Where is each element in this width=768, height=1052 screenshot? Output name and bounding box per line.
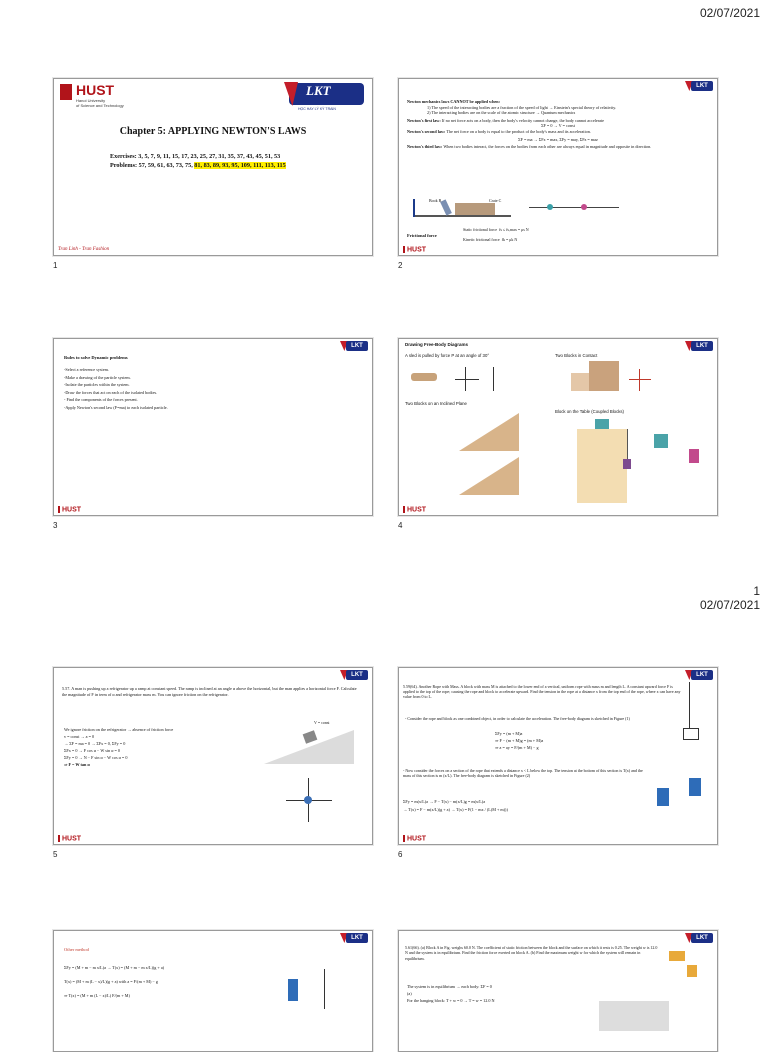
lkt-logo-text: LKT <box>306 83 331 98</box>
table-surface <box>415 215 511 217</box>
hust-footer: HUST <box>403 835 426 842</box>
hust-footer: HUST <box>403 246 426 253</box>
incline-icon <box>459 457 519 495</box>
slide-3[interactable] <box>53 338 373 516</box>
crate-label: Crate C <box>489 198 502 203</box>
first-law-equation: ΣF = 0 → V = const <box>541 123 575 129</box>
slide-6[interactable] <box>398 667 718 845</box>
fbd-block-icon <box>654 434 668 448</box>
solution-line: We ignore friction on the refrigerator → absence of friction force <box>64 727 174 732</box>
slide-title: Chapter 5: APPLYING NEWTON'S LAWS <box>119 126 307 137</box>
solution-result: ⇒ F = W tan α <box>64 762 90 767</box>
second-law-equation: ΣF = ma → ΣFx = max, ΣFy = may, ΣFz = maz <box>518 136 598 142</box>
slide-8[interactable] <box>398 930 718 1052</box>
axis-icon <box>324 969 325 1009</box>
third-law-label: Newton's third law: <box>407 144 443 150</box>
lkt-logo: LKT <box>346 341 368 351</box>
equation: → T(x) = F − m(x/L)(g + a) → T(x) = F(1 − mx / (L(M + m))) <box>403 807 508 812</box>
rope-icon <box>627 429 628 459</box>
method-equations <box>64 961 294 1003</box>
velocity-label: V = const <box>314 720 330 725</box>
static-equation: fs ≤ fs,max = μs N <box>498 227 529 232</box>
problem-statement: 5.61(66). (a) Block A in Fig. weighs 60.0 N. The coefficient of static friction between the block and the surface on which it rests is 0.25. The weight w is 12.0 N and the system is in equilibrium. Find the friction force exerted on block A. (b) Find the maximum weight w for which the system will remain in equilibrium. <box>405 945 658 961</box>
slide-4[interactable] <box>398 338 718 516</box>
hust-logo-text: HUST <box>76 82 115 98</box>
problems-label: Problems: <box>110 162 138 169</box>
equation: ⇒ a = ay = F/(m + M) − g <box>495 745 539 750</box>
exercises-line <box>110 153 280 160</box>
lkt-logo: LKT <box>691 81 713 91</box>
slide-1[interactable] <box>53 78 373 256</box>
kinetic-equation: fk = μk N <box>501 237 518 242</box>
solution <box>407 983 607 1004</box>
force-arrow-icon <box>455 379 479 380</box>
slide-5[interactable] <box>53 667 373 845</box>
solution <box>64 726 264 768</box>
solution-line: ΣFy = 0 → N − F sin α − W cos α = 0 <box>64 755 128 760</box>
block-a-icon <box>669 951 685 961</box>
method-heading: Other method <box>64 947 89 952</box>
slide-number-2: 2 <box>398 261 403 270</box>
second-law-text: The net force on a body is equal to the product of the body's mass and its acceleration. <box>446 128 591 134</box>
particle-c-icon <box>581 204 587 210</box>
static-friction <box>463 227 529 232</box>
book-icon <box>440 199 452 215</box>
sled-icon <box>411 373 437 381</box>
equation: ⇒ F − (m + M)g = (m + M)a <box>495 738 544 743</box>
slide-number-5: 5 <box>53 850 58 859</box>
hust-footer: HUST <box>58 835 81 842</box>
weight-icon <box>687 965 697 977</box>
solution-line: → ΣF = ma = 0 → ΣFx = 0, ΣFy = 0 <box>64 741 126 746</box>
diagrams-title: Drawing Free-Body Diagrams <box>405 342 469 347</box>
hanging-block-icon <box>623 459 631 469</box>
body-point-icon <box>304 796 312 804</box>
solution-step-2: - Now consider the forces on a section of the rope that extends a distance x < L below the top. The tension at the bottom of this section is T(x) and the mass of this section is m (x/L). The free-body diagram is sketched in Figure (2) <box>403 768 643 779</box>
crate-icon <box>455 203 495 215</box>
slide-7[interactable] <box>53 930 373 1052</box>
university-name-1: Hanoi University <box>76 98 106 103</box>
equation: ΣFy = m(x/L)a → F − T(x) − m(x/L)g = m(x/L)a <box>403 799 486 804</box>
book-label: Book B <box>429 198 442 203</box>
equation: ⇒ T(x) = (M + m (L − x)/L) F/(m + M) <box>64 993 130 998</box>
problems-line <box>110 162 286 169</box>
section-incline: Two Blocks on an Inclined Plane <box>405 401 467 406</box>
exercises-list: 3, 5, 7, 9, 11, 15, 17, 23, 25, 27, 31, 35, 37, 43, 45, 51, 53 <box>138 153 281 160</box>
hust-footer: HUST <box>403 506 426 513</box>
rules-heading: Rules to solve Dynamic problems <box>64 355 128 360</box>
problem-statement: 5.57. A man is pushing up a refrigerator up a ramp at constant speed. The ramp is inclined at an angle α above the horizontal, but the man applies a horizontal force F. Calculate the magnitude of F in term of α and refrigerator mass m. You can ignore friction on the refrigerator. <box>62 686 357 697</box>
equation: ΣFy = (m + M)a <box>495 731 523 736</box>
page-date-second: 02/07/2021 <box>699 598 760 612</box>
refrigerator-icon <box>303 730 318 744</box>
force-arrow-icon <box>639 369 640 391</box>
exercises-label: Exercises: <box>110 153 137 160</box>
page-number: 1 <box>753 584 760 598</box>
equation: ΣFy = (M + m − m x/L)a → T(x) = (M + m − m x/L)(g + a) <box>64 965 165 970</box>
table-icon <box>577 429 627 503</box>
lkt-logo: LKT <box>691 670 713 680</box>
lkt-logo: LKT <box>346 670 368 680</box>
slide-2[interactable] <box>398 78 718 256</box>
force-arrow-icon <box>629 379 651 380</box>
first-law-label: Newton's first law: <box>407 117 441 123</box>
rule-item: -Apply Newton's second law (F=ma) to each isolated particle. <box>64 404 168 410</box>
hust-footer: HUST <box>58 506 81 513</box>
kinetic-label: Kinetic frictional force <box>463 237 500 242</box>
lkt-logo: LKT <box>346 933 368 943</box>
rule-item: -Make a drawing of the particle system. <box>64 374 131 380</box>
force-arrow-icon <box>493 367 494 391</box>
block-large-icon <box>589 361 619 391</box>
hust-logo-icon <box>60 84 72 100</box>
section-sled: A sled is pulled by force P at an angle of 30° <box>405 353 490 358</box>
force-axis <box>529 207 619 208</box>
solution-line: The system is in equilibrium → each body: ΣF = 0 <box>407 984 492 989</box>
rule-item: -Draw the forces that act on each of the isolated bodies. <box>64 389 158 395</box>
solution-line: For the hanging block: T + w = 0 → T = w = 12.0 N <box>407 998 495 1003</box>
particle-b-icon <box>547 204 553 210</box>
rule-item: - Find the components of the forces present. <box>64 397 138 402</box>
equation: T(x) = (M + m (L − x)/L)(g + a) with a = F/(m + M) − g <box>64 979 158 984</box>
lkt-logo: LKT <box>691 341 713 351</box>
condition-2: 2) The interacting bodies are on the scale of the atomic structure → Quantum mechanics <box>427 110 576 116</box>
rule-item: -Isolate the particles within the system. <box>64 382 130 387</box>
slide-2-body <box>407 99 709 150</box>
equations-2 <box>403 798 643 814</box>
signature: Tran Linh - Tran Fashion <box>58 247 110 252</box>
condition-1: 1) The speed of the interacting bodies are a fraction of the speed of light → Einstein's special theory of relativity. <box>427 104 617 110</box>
solution-step-1: - Consider the rope and block as one combined object, in order to calculate the acceleration. The free-body diagram is sketched in Figure (1) <box>405 716 630 721</box>
slide-number-4: 4 <box>398 521 403 530</box>
third-law-text: When two bodies interact, the forces on the bodies from each other are always equal in magnitude and opposite in direction. <box>443 144 652 150</box>
section-contact: Two Blocks in Contact <box>555 353 598 358</box>
intro: Newton mechanics laws CANNOT be applied when: <box>407 99 500 104</box>
solution-line: (a) <box>407 991 412 996</box>
fbd-block-icon <box>288 979 298 1001</box>
slide-number-3: 3 <box>53 521 58 530</box>
slide-number-1: 1 <box>53 261 58 270</box>
fbd-block-icon <box>657 788 669 806</box>
lkt-logo: LKT <box>691 933 713 943</box>
rule-item: -Select a reference system. <box>64 367 109 372</box>
problem-statement: 5.59(64). Another Rope with Mass. A block with mass M is attached to the lower end of a vertical, uniform rope with mass m and length L. A constant upward force F is applied to the top of the rope; causing the rope and block to accelerate upward. Find the tension in the rope at a distance x from the top end of the rope, where x can have any value from 0 to L. <box>403 684 681 700</box>
slide-number-6: 6 <box>398 850 403 859</box>
fbd-figure <box>599 1001 669 1031</box>
university-name-2: of Science and Technology <box>76 103 124 108</box>
block-on-table-icon <box>595 419 609 429</box>
lkt-tagline: HỌC HAY LÝ KỲ TRAIN <box>298 107 336 111</box>
second-law-label: Newton's second law: <box>407 128 446 134</box>
static-label: Static frictional force <box>463 227 497 232</box>
fbd-section-icon <box>689 778 701 796</box>
friction-label: Frictional force <box>407 233 437 238</box>
block-m-icon <box>683 728 699 740</box>
solution-line: v = const → a = 0 <box>64 734 95 739</box>
fbd-hanging-icon <box>689 449 699 463</box>
problems-list: 57, 59, 61, 63, 73, 75, <box>138 162 193 169</box>
equations-1 <box>495 730 635 751</box>
kinetic-friction <box>463 237 517 242</box>
rope-icon <box>689 682 690 732</box>
block-small-icon <box>571 373 589 391</box>
rules-list <box>64 366 168 411</box>
section-table: Block on the Table (Coupled Blocks) <box>555 409 624 414</box>
solution-line: ΣFx = 0 → F cos α − W sin α = 0 <box>64 748 120 753</box>
problems-highlighted: 81, 83, 89, 93, 95, 109, 111, 113, 115 <box>194 162 286 169</box>
first-law-text: If no net force acts on a body, then the body's velocity cannot change, the body cannot accelerate <box>441 117 604 123</box>
page-date-top: 02/07/2021 <box>699 6 760 20</box>
incline-icon <box>459 413 519 451</box>
